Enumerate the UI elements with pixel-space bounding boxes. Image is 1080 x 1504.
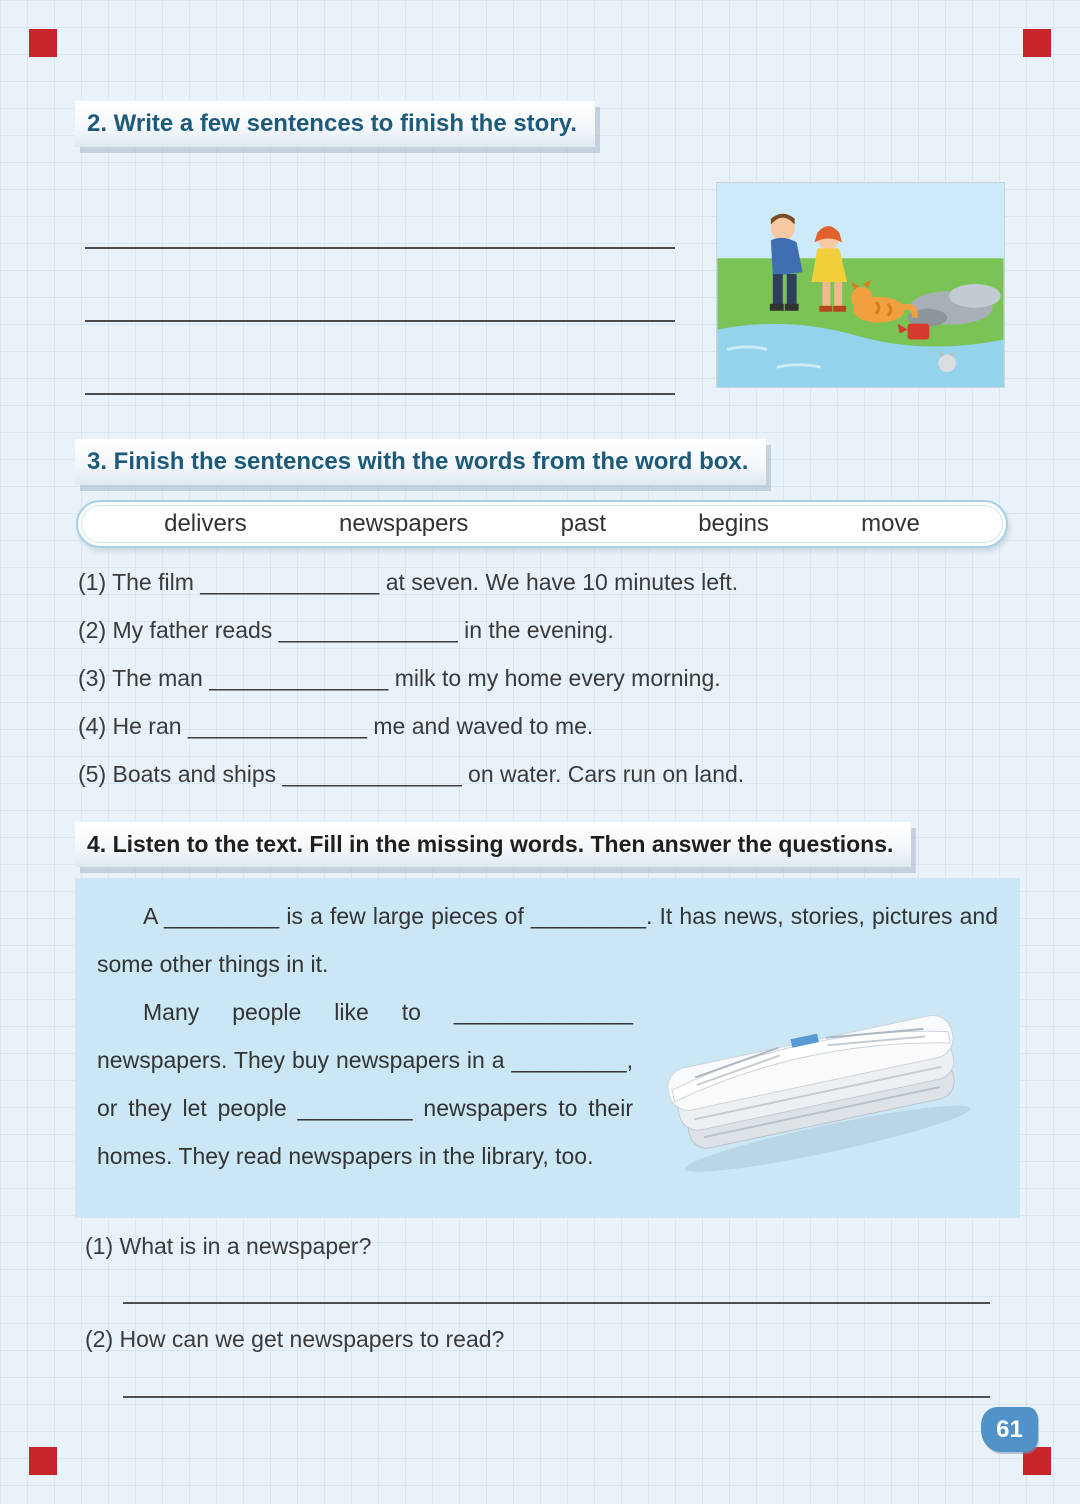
fill-in-sentence: (3) The man ______________ milk to my home every morning. bbox=[78, 665, 721, 691]
fill-in-sentence: (2) My father reads ______________ in the evening. bbox=[78, 617, 614, 643]
section4-title-text: 4. Listen to the text. Fill in the missing words. Then answer the questions. bbox=[87, 831, 894, 857]
fill-in-sentence: (5) Boats and ships ______________ on water. Cars run on land. bbox=[78, 761, 745, 787]
section3-title bbox=[75, 439, 766, 485]
fill-in-sentence: (4) He ran ______________ me and waved to me. bbox=[78, 713, 594, 739]
section2-writing-area bbox=[85, 176, 675, 395]
page-number-badge bbox=[981, 1407, 1038, 1452]
passage-paragraph-1: A _________ is a few large pieces of _________. It has news, stories, pictures and some other things in it. bbox=[97, 903, 998, 977]
corner-mark-icon bbox=[29, 29, 57, 57]
writing-line bbox=[85, 322, 675, 395]
section2-title-text: 2. Write a few sentences to finish the story. bbox=[87, 110, 577, 137]
word-box-item: delivers bbox=[164, 510, 247, 537]
writing-line bbox=[85, 249, 675, 322]
story-illustration bbox=[716, 182, 1005, 388]
listening-passage-panel bbox=[75, 878, 1020, 1218]
page-number: 61 bbox=[996, 1415, 1023, 1443]
writing-line bbox=[85, 176, 675, 249]
corner-mark-icon bbox=[29, 1447, 57, 1475]
section3-title-text: 3. Finish the sentences with the words from the word box. bbox=[87, 448, 749, 475]
word-box-item: begins bbox=[698, 510, 769, 537]
word-box-item: newspapers bbox=[339, 510, 469, 537]
question-1: (1) What is in a newspaper? bbox=[85, 1233, 372, 1259]
passage-paragraph-2: Many people like to ______________ newspapers. They buy newspapers in a _________, or they let people _________ newspapers to their homes. They read newspapers in the library, too. bbox=[97, 999, 633, 1169]
question-2: (2) How can we get newspapers to read? bbox=[85, 1326, 505, 1352]
section4-title bbox=[75, 822, 911, 867]
word-box-item: move bbox=[861, 510, 920, 537]
newspaper-illustration bbox=[633, 992, 998, 1177]
fill-in-sentence: (1) The film ______________ at seven. We have 10 minutes left. bbox=[78, 569, 739, 595]
section2-title bbox=[75, 101, 595, 147]
answer-line bbox=[123, 1352, 990, 1398]
corner-mark-icon bbox=[1023, 29, 1051, 57]
fill-in-sentences bbox=[78, 558, 1023, 798]
word-box bbox=[76, 500, 1008, 548]
word-box-item: past bbox=[560, 510, 606, 537]
answer-line bbox=[123, 1258, 990, 1304]
